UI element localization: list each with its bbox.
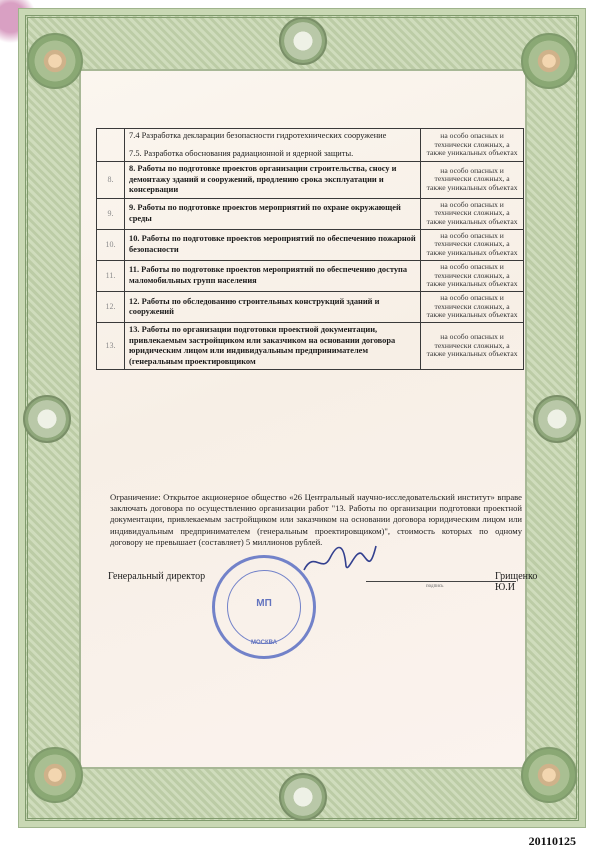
restriction-paragraph: Ограничение: Открытое акционерное общество «26 Центральный научно-исследовательский институт» вправе заключать договора по осуществлению организации работ "13. Работы по организации подготовки проектной документации, привлекаемым застройщиком или заказчиком на основании договора юридическим лицом или индивидуальным предпринимателем (генеральным проектировщиком)", стоимость которых по одному договору не превышает (составляет) 5 миллионов рублей. xyxy=(110,492,522,547)
work-type-text: 13. Работы по организации подготовки проектной документации, привлекаемым застройщиком или заказчиком на основании договора юридическим лицом или индивидуальным предпринимателем (генеральным проектировщиком xyxy=(129,325,396,366)
seal-city-text: МОСКВА xyxy=(250,640,278,646)
table-row xyxy=(97,198,524,229)
work-type-cell xyxy=(125,229,421,260)
corner-rosette-top-right xyxy=(521,33,577,89)
object-category-cell: на особо опасных и технически сложных, а также уникальных объектах xyxy=(421,260,524,291)
signature-caption: подпись xyxy=(426,584,444,589)
work-scope-table xyxy=(96,128,524,370)
work-type-text: 12. Работы по обследованию строительных конструкций зданий и сооружений xyxy=(129,296,380,317)
medallion-right xyxy=(533,395,581,443)
row-number: 12. xyxy=(97,291,125,322)
row-number xyxy=(97,129,125,162)
document-number: 20110125 xyxy=(528,834,576,848)
object-category-cell: на особо опасных и технически сложных, а также уникальных объектах xyxy=(421,229,524,260)
row-number: 11. xyxy=(97,260,125,291)
signature-line xyxy=(366,581,516,582)
corner-rosette-top-left xyxy=(27,33,83,89)
work-type-cell xyxy=(125,198,421,229)
signatory-title: Генеральный директор xyxy=(108,571,206,582)
work-type-text: 10. Работы по подготовке проектов мероприятий по обеспечению пожарной безопасности xyxy=(129,234,416,254)
object-category-cell: на особо опасных и технически сложных, а также уникальных объектах xyxy=(421,198,524,229)
work-type-cell xyxy=(125,260,421,291)
object-category-cell: на особо опасных и технически сложных, а также уникальных объектах xyxy=(421,291,524,322)
work-type-cell xyxy=(125,323,421,370)
medallion-top xyxy=(279,17,327,65)
table-row xyxy=(97,129,524,162)
object-category-cell: на особо опасных и технически сложных, а также уникальных объектах xyxy=(421,162,524,199)
object-category-cell: на особо опасных и технически сложных, а также уникальных объектах xyxy=(421,129,524,162)
work-type-cell xyxy=(125,129,421,162)
corner-rosette-bottom-left xyxy=(27,747,83,803)
handwritten-signature xyxy=(300,540,380,580)
row-number: 8. xyxy=(97,162,125,199)
medallion-bottom xyxy=(279,773,327,821)
row-number: 10. xyxy=(97,229,125,260)
table-row xyxy=(97,291,524,322)
work-type-text: 11. Работы по подготовке проектов мероприятий по обеспечению доступа маломобильных групп населения xyxy=(129,265,408,285)
row-number: 13. xyxy=(97,323,125,370)
table-row xyxy=(97,229,524,260)
table-row xyxy=(97,162,524,199)
work-type-cell xyxy=(125,291,421,322)
work-type-text: 7.5. Разработка обоснования радиационной и ядерной защиты. xyxy=(129,148,354,158)
table-row xyxy=(97,323,524,370)
table-row xyxy=(97,260,524,291)
medallion-left xyxy=(23,395,71,443)
signatory-name: Грищенко Ю.И xyxy=(495,571,538,593)
corner-rosette-bottom-right xyxy=(521,747,577,803)
work-type-text: 8. Работы по подготовке проектов организации строительства, сносу и демонтажу зданий и сооружений, продлению срока эксплуатации и консервации xyxy=(129,164,397,194)
seal-center-text: МП xyxy=(256,598,272,609)
work-type-text: 7.4 Разработка декларации безопасности гидротехнических сооружение xyxy=(129,131,387,140)
work-type-cell xyxy=(125,162,421,199)
work-type-text: 9. Работы по подготовке проектов мероприятий по охране окружающей среды xyxy=(129,203,401,223)
row-number: 9. xyxy=(97,198,125,229)
object-category-cell: на особо опасных и технически сложных, а также уникальных объектах xyxy=(421,323,524,370)
